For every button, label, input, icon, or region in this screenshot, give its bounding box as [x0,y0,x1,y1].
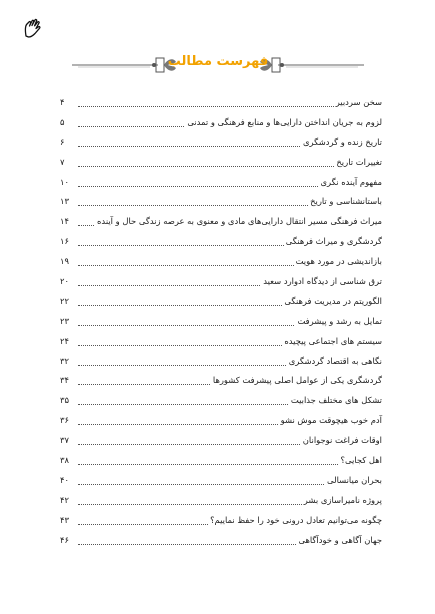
toc-entry-title: گردشگری یکی از عوامل اصلی پیشرفت کشورها [212,375,382,386]
toc-entry[interactable] [60,374,382,394]
toc-entry[interactable] [60,315,382,335]
toc-entry[interactable] [60,434,382,454]
toc-entry-title: مفهوم آینده نگری [320,176,382,187]
toc-entry-title: تشکل های مختلف جذابیت [290,395,382,406]
toc-entry-title: چگونه می‌توانیم تعادل درونی خود را حفظ نماییم؟ [210,514,382,525]
toc-entry-page: ۲۰ [60,276,69,287]
toc-header [70,52,366,78]
dot-leader [78,464,382,465]
toc-entry-title: ترق شناسی از دیدگاه ادوارد سعید [263,276,382,287]
toc-entry-page: ۲۴ [60,335,69,346]
toc-entry[interactable] [60,116,382,136]
toc-entry[interactable] [60,215,382,235]
toc-entry-title: تغییرات تاریخ [336,156,382,167]
toc-entry[interactable] [60,235,382,255]
toc-entry[interactable] [60,195,382,215]
toc-entry[interactable] [60,474,382,494]
toc-entry-page: ۷ [60,156,65,167]
toc-entry-page: ۱۰ [60,176,69,187]
toc-entry-title: سخن سردبیر [335,97,382,107]
toc-entry[interactable] [60,514,382,534]
toc-entry-title: سیستم های اجتماعی پیچیده [284,335,382,346]
toc-entry-page: ۵ [60,116,65,127]
toc-entry[interactable] [60,534,382,554]
toc-entry-title: بحران میانسالی [327,474,382,485]
toc-entry-page: ۱۶ [60,236,69,247]
toc-entry-title: اوقات فراغت نوجوانان [302,435,382,446]
toc-entry-page: ۳۸ [60,455,69,466]
toc-entry-page: ۶ [60,136,65,147]
toc-entry-page: ۳۷ [60,435,69,446]
toc-entry-page: ۱۹ [60,256,69,267]
toc-entry-title: نگاهی به اقتصاد گردشگری [288,355,382,366]
toc-entry-title: لزوم به جریان انداختن دارایی‌ها و منابع فرهنگی و تمدنی [187,116,382,127]
toc-entry-page: ۲۲ [60,295,69,306]
toc-entry[interactable] [60,335,382,355]
toc-entry-page: ۴ [60,97,65,107]
toc-entry-title: جهان آگاهی و خودآگاهی [298,534,382,545]
toc-entry[interactable] [60,454,382,474]
toc-entry-page: ۴۳ [60,514,69,525]
toc-entry-page: ۴۶ [60,534,69,545]
toc-entry[interactable] [60,176,382,196]
toc-entry-page: ۲۳ [60,315,69,326]
toc-entry-page: ۳۴ [60,375,69,386]
toc-entry[interactable] [60,295,382,315]
toc-entry-page: ۳۵ [60,395,69,406]
page-title: فهرست مطالب [167,54,269,69]
toc-entry-title: پروژه نامیراسازی بشر [303,494,382,505]
toc-entry-title: تمایل به رشد و پیشرفت [297,315,382,326]
toc-entry-page: ۴۲ [60,494,69,505]
toc-entry-title: میراث فرهنگی مسیر انتقال دارایی‌های مادی و معنوی به عرصه زندگی حال و آینده [97,216,382,227]
toc-entry-title: باستانشناسی و تاریخ [310,196,382,207]
toc-entry[interactable] [60,136,382,156]
pointing-hand-icon [22,16,46,40]
toc-entry[interactable] [60,414,382,434]
toc-entry-page: ۳۶ [60,415,69,426]
toc-entry-page: ۳۲ [60,355,69,366]
toc-entry[interactable] [60,394,382,414]
toc-entry-title: تاریخ زنده و گردشگری [302,136,382,147]
toc-entry-title: اهل کجایی؟ [340,455,382,466]
toc-entry-title: آدم خوب هیچوقت موش نشو [280,415,382,426]
toc-entry[interactable] [60,96,382,116]
toc-entry-title: الگوریتم در مدیریت فرهنگی [284,295,382,306]
toc-entry-page: ۱۳ [60,196,69,207]
toc-entry[interactable] [60,275,382,295]
toc-entry[interactable] [60,355,382,375]
toc-entry[interactable] [60,494,382,514]
toc-list [60,96,382,553]
toc-entry-page: ۱۴ [60,216,69,227]
toc-entry-title: بازاندیشی در مورد هویت [295,256,382,267]
toc-entry[interactable] [60,255,382,275]
toc-entry-page: ۴۰ [60,474,69,485]
toc-entry-title: گردشگری و میراث فرهنگی [285,236,382,247]
toc-entry[interactable] [60,156,382,176]
